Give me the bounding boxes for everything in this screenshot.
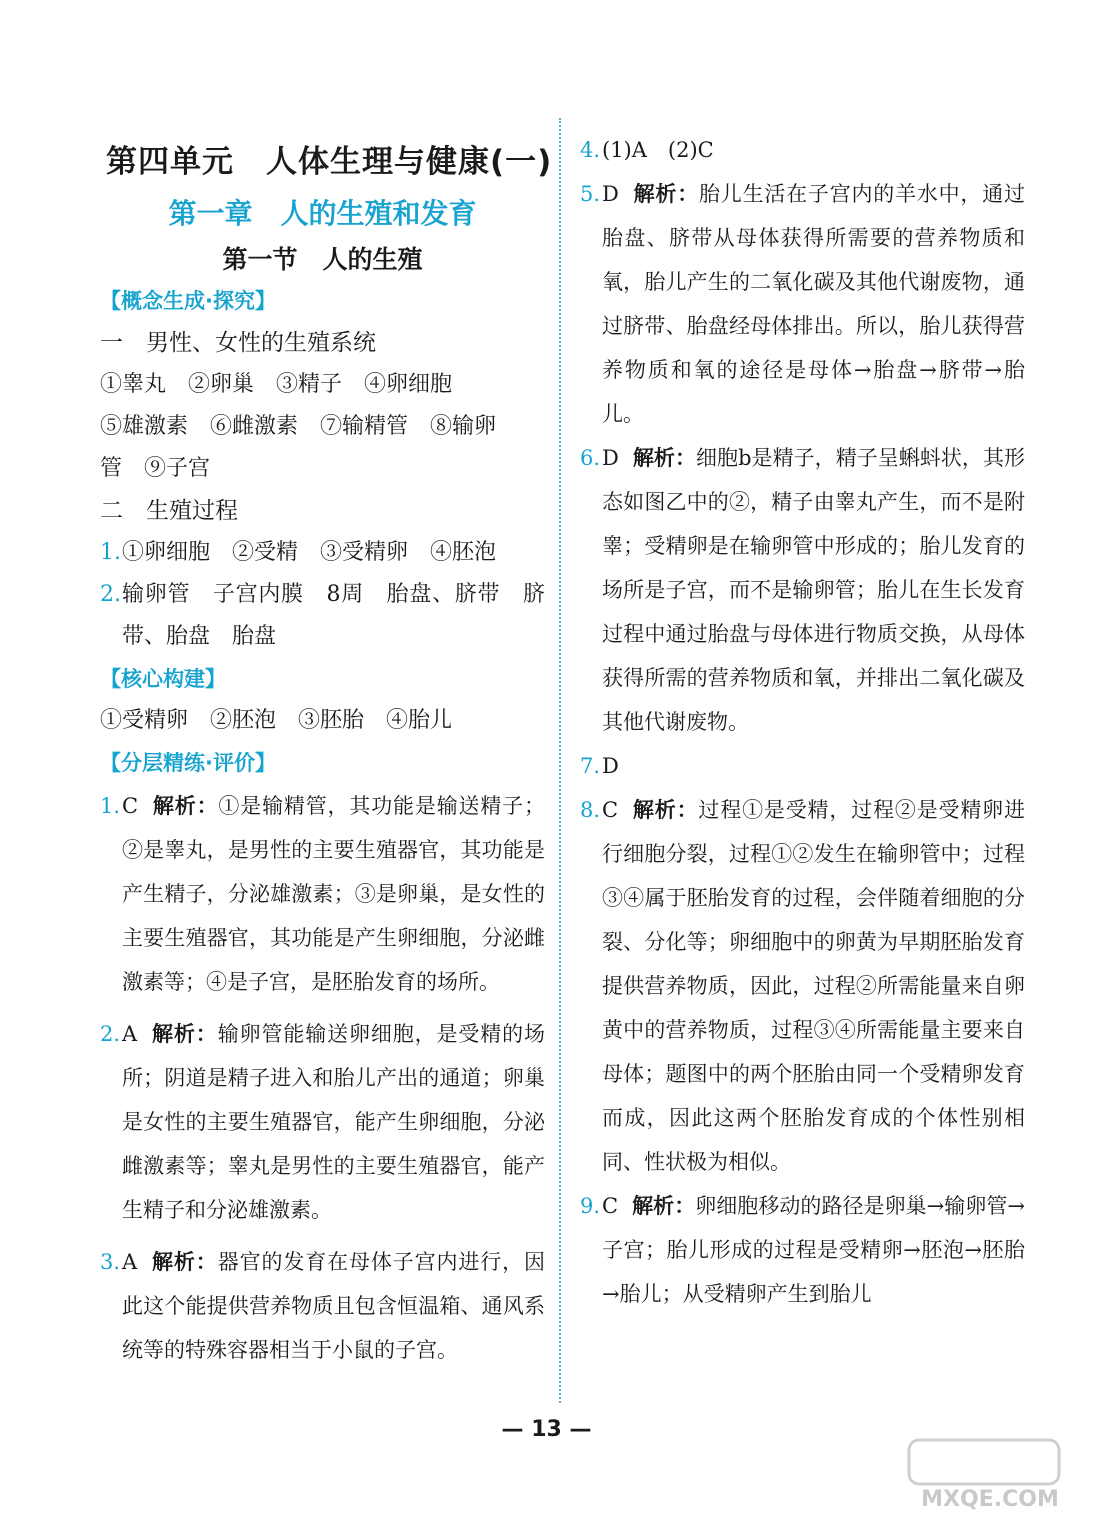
answer-item — [580, 744, 1025, 788]
analysis-label: 解析： — [151, 1022, 218, 1046]
tag-concept-explore: 【概念生成·探究】 — [100, 289, 276, 313]
analysis-label: 解析： — [152, 794, 219, 818]
unit-title: 第四单元 人体生理与健康(一) — [106, 144, 553, 180]
analysis-text: 输卵管能输送卵细胞，是受精的场所；阴道是精子进入和胎儿产出的通道；卵巢是女性的主要生殖器官，能产生卵细胞，分泌雌激素等；睾丸是男性的主要生殖器官，能产生精子和分泌雄激素。 — [122, 1022, 546, 1222]
answer-number: 1. — [100, 794, 121, 818]
page-number: — 13 — — [501, 1417, 592, 1442]
core-line: ①受精卵 ②胚泡 ③胚胎 ④胎儿 — [100, 708, 453, 733]
analysis-label: 解析： — [632, 1194, 696, 1218]
analysis-label: 解析： — [632, 182, 699, 206]
answer-choice: C — [602, 798, 619, 822]
answer-item — [580, 172, 1025, 436]
left-column — [100, 120, 553, 1372]
answer-choice: D — [602, 182, 619, 206]
chapter-title: 第一章 人的生殖和发育 — [168, 197, 477, 230]
answer-item — [100, 1012, 545, 1232]
answer-number: 4. — [580, 138, 601, 162]
part1-line: ①睾丸 ②卵巢 ③精子 ④卵细胞 — [100, 372, 453, 397]
analysis-text: 器官的发育在母体子宫内进行，因此这个能提供营养物质且包含恒温箱、通风系统等的特殊容器相当于小鼠的子宫。 — [122, 1250, 546, 1362]
item-text: 输卵管 子宫内膜 8周 胎盘、脐带 脐带、胎盘 胎盘 — [122, 582, 545, 649]
answer-choice: D — [602, 446, 619, 470]
tag-layered-practice: 【分层精练·评价】 — [100, 751, 276, 775]
analysis-label: 解析： — [151, 1250, 218, 1274]
answer-choice: A — [122, 1250, 138, 1274]
answer-choice: C — [602, 1194, 619, 1218]
part1-heading: 一 男性、女性的生殖系统 — [100, 330, 376, 356]
right-column — [580, 128, 1025, 1316]
analysis-text: 过程①是受精，过程②是受精卵进行细胞分裂，过程①②发生在输卵管中；过程③④属于胚胎发育的过程，会伴随着细胞的分裂、分化等；卵细胞中的卵黄为早期胚胎发育提供营养物质，因此，过程②所需能量来自卵黄中的营养物质，过程③④所需能量主要来自母体；题图中的两个胚胎由同一个受精卵发育而成，因此这两个胚胎发育成的个体性别相同、性状极为相似。 — [602, 798, 1026, 1174]
item-number: 1. — [100, 540, 121, 565]
answer-item — [580, 788, 1025, 1184]
answer-item — [580, 436, 1025, 744]
answer-number: 7. — [580, 754, 601, 778]
item-number: 2. — [100, 582, 121, 607]
item-text: ①卵细胞 ②受精 ③受精卵 ④胚泡 — [122, 540, 497, 565]
analysis-text: 卵细胞移动的路径是卵巢→输卵管→子宫；胎儿形成的过程是受精卵→胚泡→胚胎→胎儿；从受精卵产生到胎儿 — [602, 1194, 1025, 1306]
analysis-text: 细胞b是精子，精子呈蝌蚪状，其形态如图乙中的②，精子由睾丸产生，而不是附睾；受精卵是在输卵管中形成的；胎儿发育的场所是子宫，而不是输卵管；胎儿在生长发育过程中通过胎盘与母体进行物质交换，从母体获得所需的营养物质和氧，并排出二氧化碳及其他代谢废物。 — [602, 446, 1025, 734]
analysis-label: 解析： — [632, 798, 699, 822]
answer-number: 8. — [580, 798, 601, 822]
section-title: 第一节 人的生殖 — [222, 245, 423, 274]
part2-heading: 二 生殖过程 — [100, 498, 238, 524]
column-divider — [559, 118, 561, 1403]
part1-line: 管 ⑨子宫 — [100, 456, 211, 481]
part2-item — [100, 574, 545, 658]
answer-item — [100, 784, 545, 1004]
answer-number: 6. — [580, 446, 601, 470]
analysis-text: ①是输精管，其功能是输送精子；②是睾丸，是男性的主要生殖器官，其功能是产生精子，分泌雄激素；③是卵巢，是女性的主要生殖器官，其功能是产生卵细胞，分泌雌激素等；④是子宫，是胚胎发育的场所。 — [122, 794, 546, 994]
answer-number: 5. — [580, 182, 601, 206]
answer-choice: C — [122, 794, 139, 818]
tag-core-build: 【核心构建】 — [100, 667, 226, 691]
answer-number: 3. — [100, 1250, 121, 1274]
answer-choice: D — [602, 754, 619, 778]
answer-number: 2. — [100, 1022, 121, 1046]
part2-item — [100, 532, 545, 574]
answer-choice: A — [122, 1022, 138, 1046]
answer-number: 9. — [580, 1194, 601, 1218]
watermark-logo-icon — [905, 1434, 1075, 1514]
part1-line: ⑤雄激素 ⑥雌激素 ⑦输精管 ⑧输卵 — [100, 414, 497, 439]
answer-item — [100, 1240, 545, 1372]
answer-item — [580, 128, 1025, 172]
answer-choice: (1)A (2)C — [602, 138, 714, 162]
analysis-label: 解析： — [632, 446, 696, 470]
answer-item — [580, 1184, 1025, 1316]
watermark-text: MXQE.COM — [921, 1487, 1059, 1512]
analysis-text: 胎儿生活在子宫内的羊水中，通过胎盘、脐带从母体获得所需要的营养物质和氧，胎儿产生的二氧化碳及其他代谢废物，通过脐带、胎盘经母体排出。所以，胎儿获得营养物质和氧的途径是母体→胎盘→脐带→胎儿。 — [602, 182, 1026, 426]
